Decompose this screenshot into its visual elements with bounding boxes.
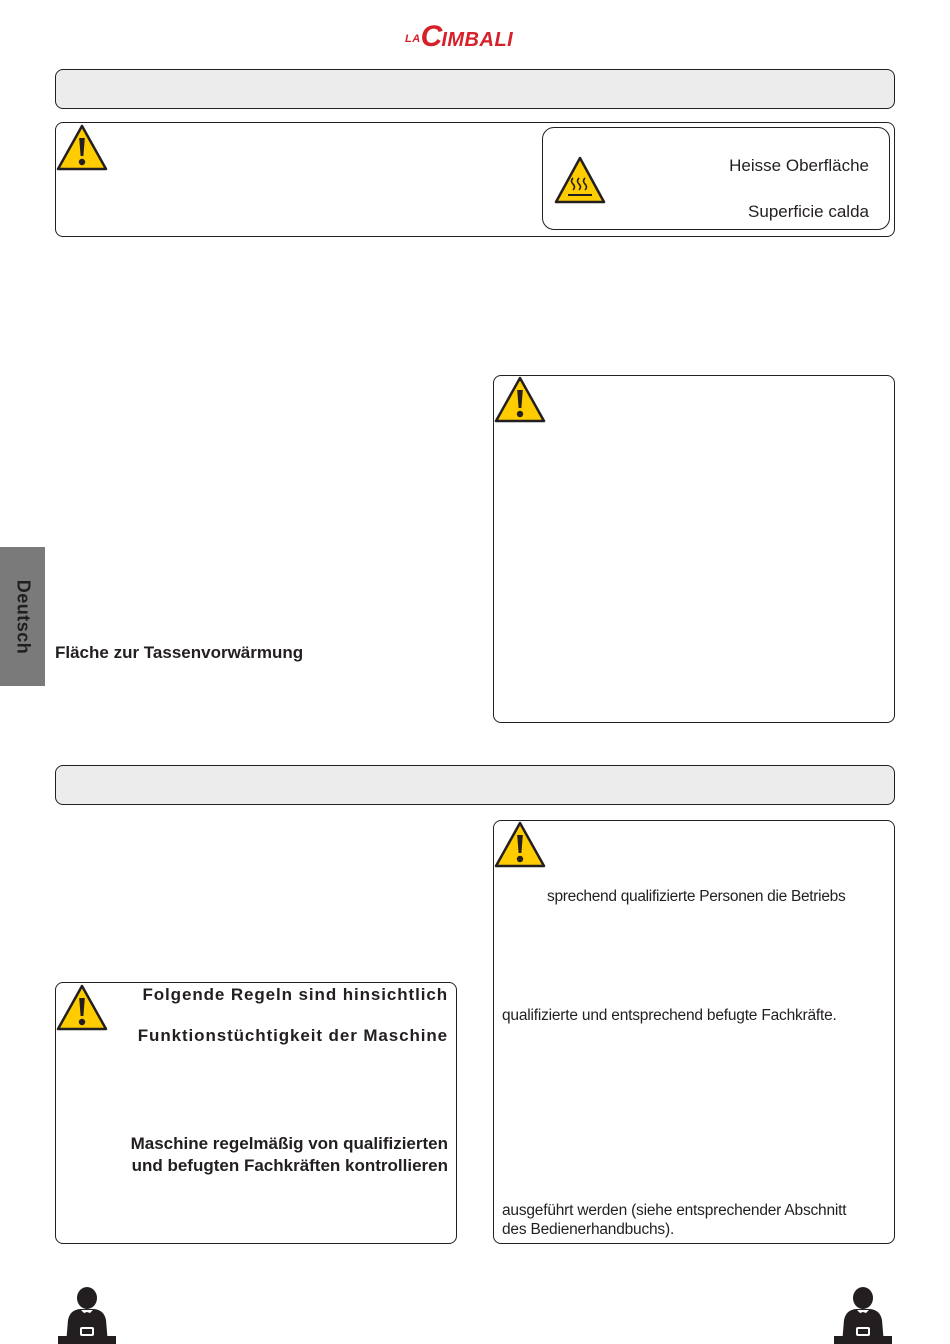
hot-surface-label-it: Superficie calda — [748, 202, 869, 221]
language-tab — [0, 547, 45, 686]
logo-prefix: LA — [405, 33, 421, 45]
hot-surface-icon — [554, 156, 606, 204]
rules-text-line-1: Folgende Regeln sind hinsichtlich — [142, 985, 448, 1004]
warning-box-right-1 — [493, 375, 895, 723]
warning-triangle-icon — [494, 376, 546, 423]
warning-box-rules — [55, 982, 457, 1244]
rules-text-line-3: Maschine regelmäßig von qualifizierten — [130, 1134, 448, 1153]
warning-box-qualified-personnel — [493, 820, 895, 1244]
operator-icon — [832, 1286, 894, 1344]
cimbali-logo — [405, 20, 545, 52]
section-header-bar-2 — [55, 765, 895, 805]
hot-surface-label-box — [542, 127, 890, 230]
hot-surface-label-de: Heisse Oberfläche — [729, 156, 869, 175]
qualified-text-line-1: sprechend qualifizierte Personen die Betriebs — [547, 888, 846, 905]
rules-text-line-4: und befugten Fachkräften kontrollieren — [131, 1156, 448, 1175]
operator-icon — [56, 1286, 118, 1344]
warning-triangle-icon — [494, 821, 546, 868]
qualified-text-line-4: des Bedienerhandbuchs). — [502, 1221, 675, 1238]
qualified-text-line-2: qualifizierte und entsprechend befugte Fachkräfte. — [502, 1007, 837, 1024]
warning-triangle-icon — [56, 124, 108, 171]
cup-warmer-label: Fläche zur Tassenvorwärmung — [55, 643, 304, 662]
logo-text: IMBALI — [441, 29, 514, 51]
rules-text-line-2: Funktionstüchtigkeit der Maschine — [137, 1026, 448, 1045]
section-header-bar-1 — [55, 69, 895, 109]
qualified-text-line-3: ausgeführt werden (siehe entsprechender Abschnitt — [502, 1202, 847, 1219]
language-tab-label: Deutsch — [13, 579, 33, 654]
warning-triangle-icon — [56, 984, 108, 1031]
warning-box-hot-surface — [55, 122, 895, 237]
logo-initial: C — [420, 20, 442, 53]
